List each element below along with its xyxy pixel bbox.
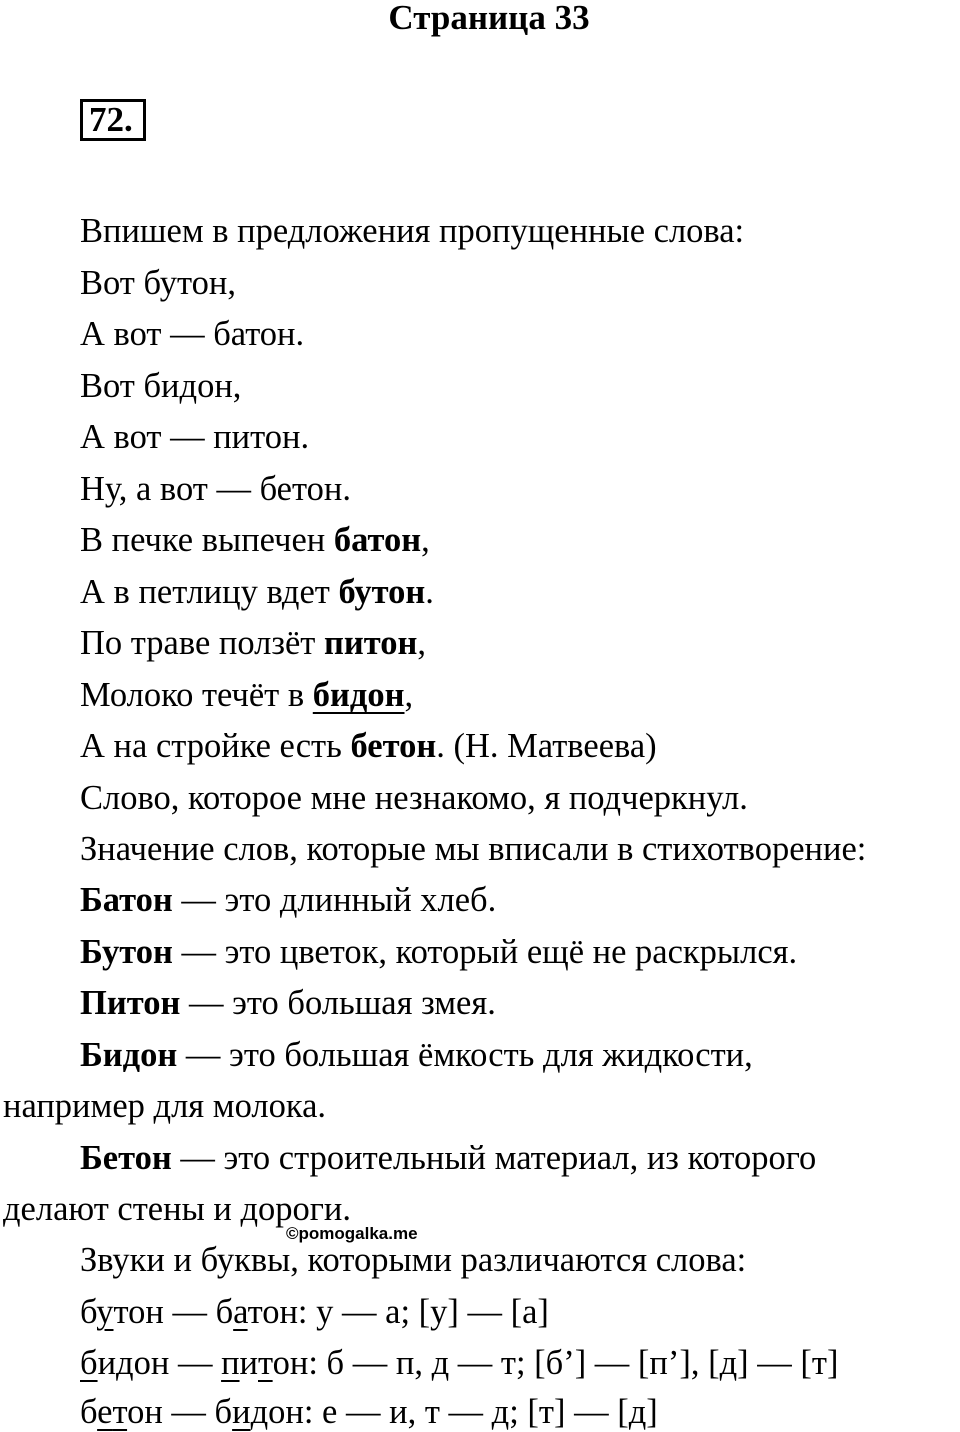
meaning-line: Батон — это длинный хлеб. — [80, 881, 497, 919]
meaning-line: Бидон — это большая ёмкость для жидкости, — [80, 1036, 753, 1074]
sounds-line: бидон — питон: б — п, д — т; [б’] — [п’], [д] — [т] — [80, 1344, 839, 1382]
filled-line: А на стройке есть бетон. (Н. Матвеева) — [80, 727, 657, 765]
filled-word: батон — [333, 521, 422, 559]
poem-line: Вот бидон, — [80, 367, 242, 405]
filled-word: питон — [324, 624, 418, 662]
poem-line: Вот бутон, — [80, 264, 236, 302]
meaning-continuation: например для молока. — [3, 1087, 327, 1125]
filled-line: Молоко течёт в бидон, — [80, 676, 414, 714]
note-text: Слово, которое мне незнакомо, я подчеркнул. — [80, 779, 748, 817]
filled-word: бутон — [338, 573, 426, 611]
filled-word: бетон — [350, 727, 437, 765]
sounds-line: бутон — батон: у — а; [у] — [а] — [80, 1293, 549, 1331]
filled-line: По траве ползёт питон, — [80, 624, 427, 662]
page-title: Страница 33 — [388, 0, 590, 37]
sounds-line: бетон — бидон: е — и, т — д; [т] — [д] — [80, 1393, 658, 1431]
meanings-heading: Значение слов, которые мы вписали в стихотворение: — [80, 830, 867, 868]
poem-line: Ну, а вот — бетон. — [80, 470, 351, 508]
intro-text: Впишем в предложения пропущенные слова: — [80, 212, 745, 250]
watermark: ©pomogalka.me — [286, 1224, 418, 1243]
meaning-line: Бетон — это строительный материал, из которого — [80, 1139, 817, 1177]
sounds-heading: Звуки и буквы, которыми различаются слова: — [80, 1241, 747, 1279]
meaning-continuation: делают стены и дороги. — [3, 1190, 352, 1228]
poem-line: А вот — питон. — [80, 418, 310, 456]
poem-line: А вот — батон. — [80, 315, 305, 353]
exercise-number-box: 72. — [80, 99, 146, 141]
meaning-line: Питон — это большая змея. — [80, 984, 496, 1022]
filled-line: В печке выпечен батон, — [80, 521, 430, 559]
filled-line: А в петлицу вдет бутон. — [80, 573, 434, 611]
filled-word-underlined: бидон — [312, 676, 405, 714]
meaning-line: Бутон — это цветок, который ещё не раскрылся. — [80, 933, 798, 971]
